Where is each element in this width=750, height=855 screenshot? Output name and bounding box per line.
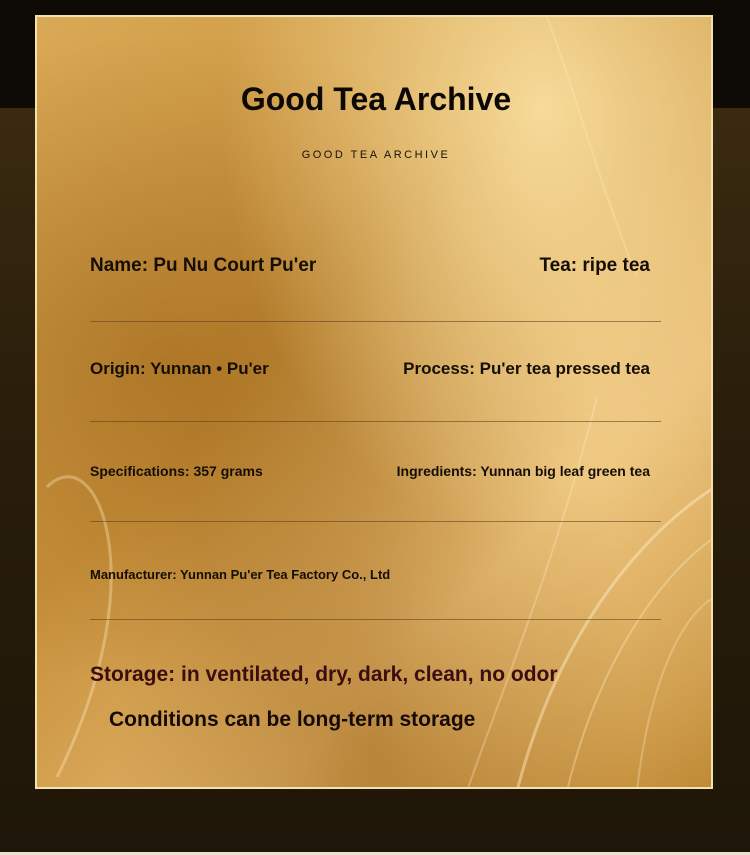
- field-process: Process: Pu'er tea pressed tea: [403, 359, 650, 378]
- field-ingredients: Ingredients: Yunnan big leaf green tea: [396, 463, 650, 479]
- field-manufacturer: Manufacturer: Yunnan Pu'er Tea Factory Co., Ltd: [90, 567, 391, 582]
- page-subtitle: GOOD TEA ARCHIVE: [301, 149, 451, 161]
- tea-archive-card: [35, 15, 713, 789]
- divider: [90, 521, 661, 522]
- field-tea-type: Tea: ripe tea: [539, 255, 650, 276]
- page-title: Good Tea Archive: [240, 81, 512, 117]
- storage-conditions-text: Conditions can be long-term storage: [109, 708, 476, 731]
- divider: [90, 321, 661, 322]
- divider: [90, 421, 661, 422]
- field-specifications: Specifications: 357 grams: [90, 463, 263, 479]
- field-origin: Origin: Yunnan • Pu'er: [90, 359, 269, 378]
- divider: [90, 619, 661, 620]
- storage-text: Storage: in ventilated, dry, dark, clean, no odor: [90, 663, 558, 686]
- field-name: Name: Pu Nu Court Pu'er: [90, 255, 317, 276]
